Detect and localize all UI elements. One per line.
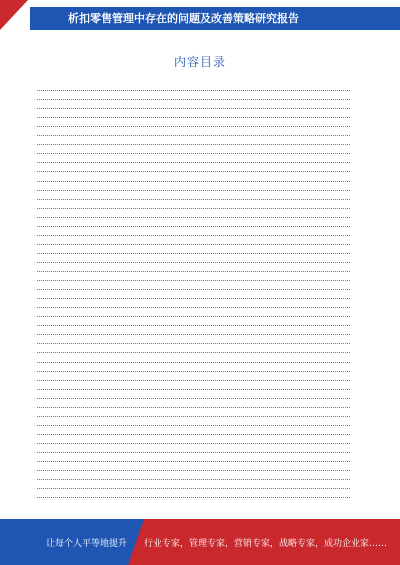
header-red-triangle xyxy=(0,0,28,30)
toc-entry-line xyxy=(37,181,350,182)
toc-entry-line xyxy=(37,262,350,263)
header-title: 析扣零售管理中存在的问题及改善策略研究报告 xyxy=(68,12,299,25)
toc-entry-line xyxy=(37,398,350,399)
toc-entry-line xyxy=(37,235,350,236)
toc-entry-line xyxy=(37,488,350,489)
footer xyxy=(0,519,400,565)
toc-entry-line xyxy=(37,470,350,471)
toc-entry-line xyxy=(37,108,350,109)
toc-entry-line xyxy=(37,162,350,163)
toc-entry-line xyxy=(37,90,350,91)
toc-entry-line xyxy=(37,244,350,245)
toc-entry-line xyxy=(37,362,350,363)
toc-entry-line xyxy=(37,371,350,372)
toc-entry-line xyxy=(37,316,350,317)
toc-entry-line xyxy=(37,144,350,145)
toc-entry-line xyxy=(37,298,350,299)
footer-slogan: 让每个人平等地提升 xyxy=(46,539,128,549)
toc-entry-line xyxy=(37,153,350,154)
toc-entry-line xyxy=(37,171,350,172)
toc-entry-line xyxy=(37,190,350,191)
toc-entry-line xyxy=(37,217,350,218)
toc-entry-line xyxy=(37,307,350,308)
toc-entry-line xyxy=(37,280,350,281)
toc-entry-line xyxy=(37,452,350,453)
toc-entry-line xyxy=(37,334,350,335)
toc-entry-line xyxy=(37,343,350,344)
toc-entry-line xyxy=(37,389,350,390)
toc-entry-line xyxy=(37,208,350,209)
toc-entry-line xyxy=(37,352,350,353)
toc-entry-line xyxy=(37,425,350,426)
toc-entry-line xyxy=(37,407,350,408)
toc-entry-line xyxy=(37,443,350,444)
header xyxy=(0,0,400,30)
toc-entry-line xyxy=(37,126,350,127)
toc-entry-line xyxy=(37,289,350,290)
toc-entry-line xyxy=(37,416,350,417)
toc-entry-line xyxy=(37,434,350,435)
toc-entry-line xyxy=(37,325,350,326)
toc-entry-line xyxy=(37,253,350,254)
toc-entry-line xyxy=(37,479,350,480)
toc-entry-line xyxy=(37,271,350,272)
toc-entry-line xyxy=(37,497,350,498)
toc-entry-line xyxy=(37,135,350,136)
toc-entry-line xyxy=(37,461,350,462)
footer-expert-list: 行业专家，管理专家，营销专家，战略专家，成功企业家…… xyxy=(144,539,388,549)
toc-entry-line xyxy=(37,117,350,118)
toc-title: 内容目录 xyxy=(173,55,226,69)
toc-entry-line xyxy=(37,380,350,381)
toc-entry-line xyxy=(37,99,350,100)
toc-entry-line xyxy=(37,226,350,227)
toc-entry-line xyxy=(37,199,350,200)
